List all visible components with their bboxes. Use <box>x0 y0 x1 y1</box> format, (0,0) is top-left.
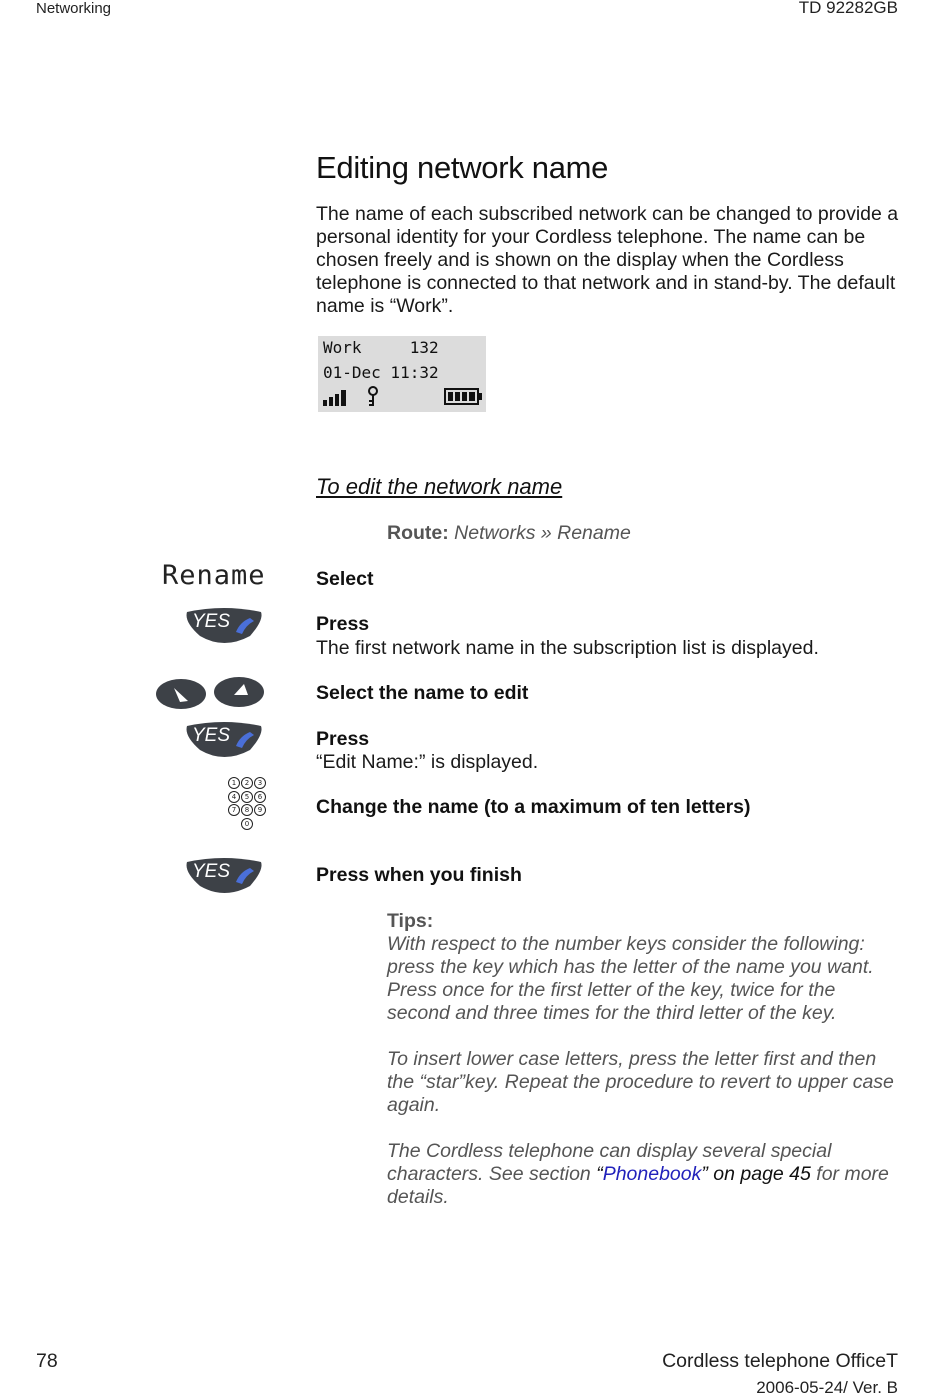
display-line-1: Work 132 <box>323 338 439 357</box>
tips-box <box>387 910 902 1209</box>
keypad-key-icon: 5 <box>241 791 253 803</box>
tips-paragraph-2: To insert lower case letters, press the letter first and then the “star”key. Repeat the procedure to revert to upper case again. <box>387 1048 894 1116</box>
tips-paragraph-3 <box>387 1140 902 1209</box>
yes-key-icon <box>184 606 264 651</box>
tips-title: Tips: <box>387 910 434 932</box>
step-select: Select <box>316 568 374 590</box>
route-label: Route: <box>387 522 449 544</box>
yes-key-label: YES <box>192 725 231 746</box>
step-press-1-desc: The first network name in the subscription list is displayed. <box>316 637 819 659</box>
yes-key-label: YES <box>192 861 231 882</box>
yes-key-label: YES <box>192 611 231 632</box>
product-name: Cordless telephone OfficeT <box>662 1350 898 1372</box>
version-date: 2006-05-24/ Ver. B <box>756 1378 898 1397</box>
keypad-key-icon: 0 <box>241 818 253 830</box>
signal-strength-icon <box>323 388 353 408</box>
tips-p3-text-b: for more details. <box>387 1163 889 1208</box>
step-select-name: Select the name to edit <box>316 682 529 704</box>
route-path: Networks » Rename <box>454 522 631 544</box>
yes-key-icon-2 <box>184 720 264 765</box>
display-line-2: 01-Dec 11:32 <box>323 363 439 382</box>
header-section: Networking <box>36 0 112 17</box>
keypad-key-icon: 3 <box>254 777 266 789</box>
tips-paragraph-1: With respect to the number keys consider the following: press the key which has the letter of the name you want. Press once for the first letter of the key, twice for the second and three times for the third letter of the key. <box>387 933 874 1024</box>
keypad-key-icon: 2 <box>241 777 253 789</box>
tips-p3-text-a: The Cordless telephone can display several special characters. See section <box>387 1140 832 1185</box>
key-icon <box>366 386 380 408</box>
rename-softkey-label: Rename <box>162 560 266 591</box>
tips-p3-quote-open: “ <box>596 1163 603 1185</box>
section-heading: To edit the network name <box>316 474 563 499</box>
step-press-2-title: Press <box>316 728 370 750</box>
page-number: 78 <box>36 1350 58 1372</box>
keypad-key-icon: 8 <box>241 804 253 816</box>
tips-p3-page-ref: ” on page 45 <box>701 1163 811 1185</box>
nav-keys <box>156 677 266 716</box>
step-change-name: Change the name (to a maximum of ten letters) <box>316 796 751 818</box>
page-title: Editing network name <box>316 150 609 185</box>
intro-paragraph: The name of each subscribed network can be changed to provide a personal identity for your Cordless telephone. The name can be chosen freely and is shown on the display when the Cordless telephone is connected to that network and in stand-by. The default name is “Work”. <box>316 203 899 317</box>
route-line <box>387 522 631 545</box>
yes-key-icon-3 <box>184 856 264 901</box>
step-press-1-title: Press <box>316 613 370 635</box>
keypad-icon <box>228 777 268 833</box>
keypad-key-icon: 4 <box>228 791 240 803</box>
step-press-finish: Press when you finish <box>316 864 522 886</box>
keypad-key-icon: 1 <box>228 777 240 789</box>
phonebook-link[interactable]: Phonebook <box>602 1163 702 1185</box>
phone-display <box>318 336 486 412</box>
keypad-key-icon: 6 <box>254 791 266 803</box>
document-number: TD 92282GB <box>798 0 898 17</box>
step-press-2-desc: “Edit Name:” is displayed. <box>316 751 539 773</box>
down-arrow-key-icon <box>156 679 206 709</box>
battery-icon <box>444 388 484 406</box>
keypad-key-icon: 7 <box>228 804 240 816</box>
keypad-key-icon: 9 <box>254 804 266 816</box>
